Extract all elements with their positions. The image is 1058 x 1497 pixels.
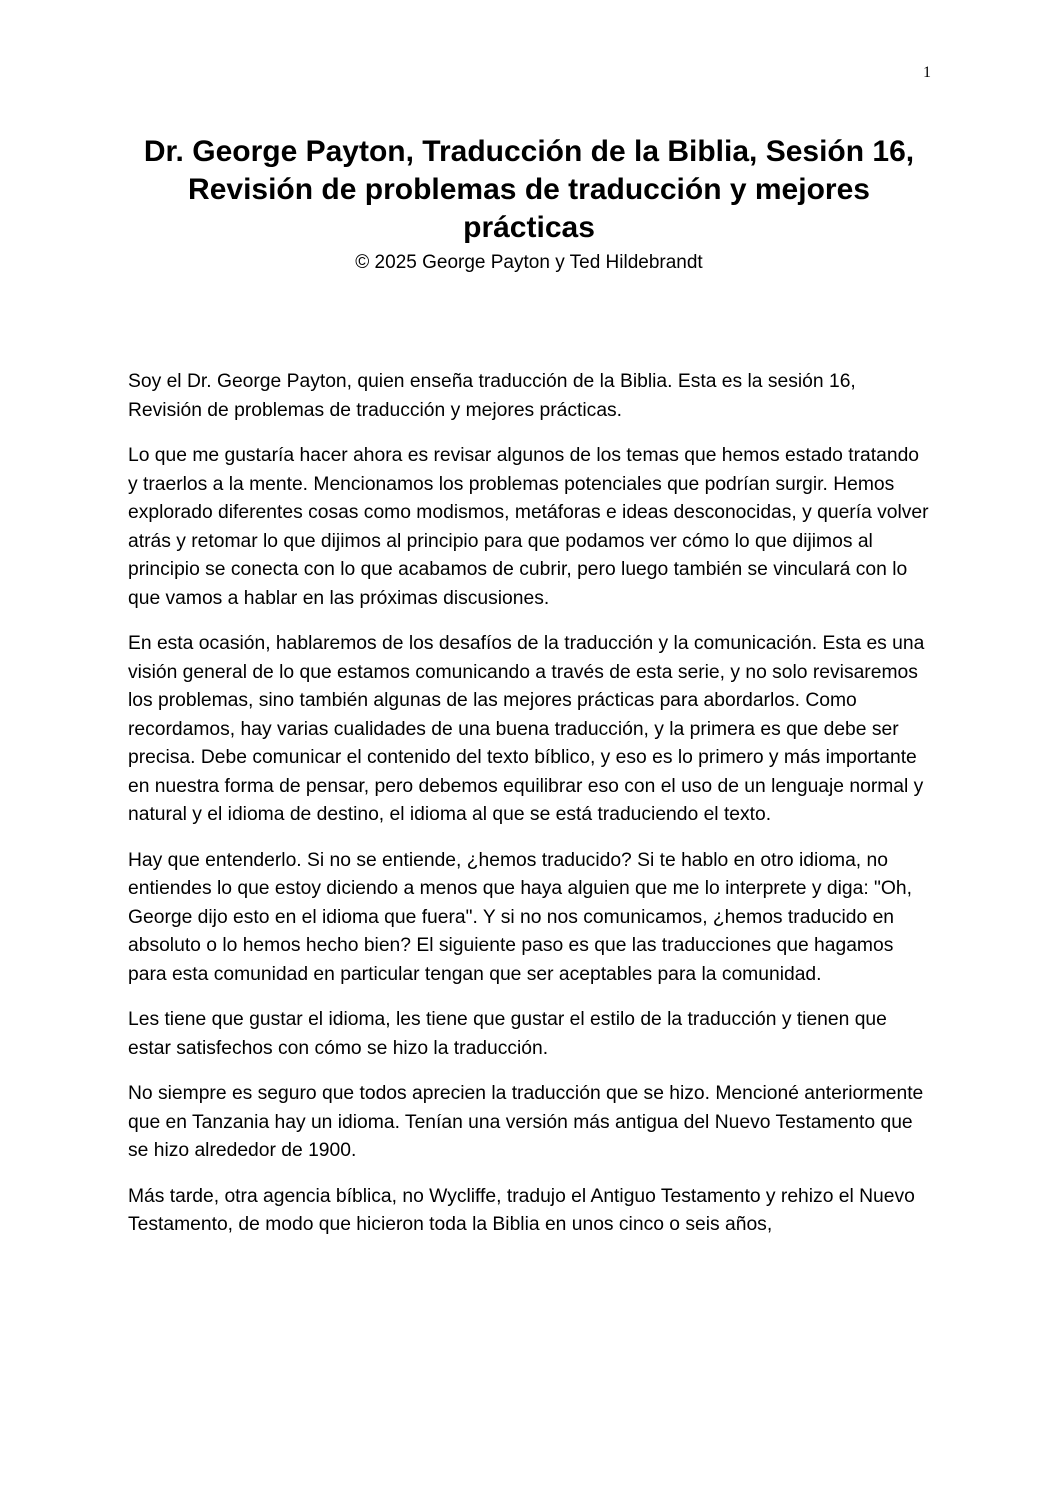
paragraph: En esta ocasión, hablaremos de los desafíos de la traducción y la comunicación. Esta es una visión general de lo que estamos comunicando a través de esta serie, y no solo revisaremos los problemas, sino también algunas de las mejores prácticas para abordarlos. Como recordamos, hay varias cualidades de una buena traducción, y la primera es que debe ser precisa. Debe comunicar el contenido del texto bíblico, y eso es lo primero y más importante en nuestra forma de pensar, pero debemos equilibrar eso con el uso de un lenguaje normal y natural y el idioma de destino, el idioma al que se está traduciendo el texto. bbox=[128, 633, 925, 825]
document-body bbox=[128, 368, 930, 1257]
page-number: 1 bbox=[923, 64, 931, 81]
paragraph: Soy el Dr. George Payton, quien enseña traducción de la Biblia. Esta es la sesión 16, Revisión de problemas de traducción y mejores prácticas. bbox=[128, 371, 856, 421]
title-line-2: Revisión de problemas de traducción y mejores prácticas bbox=[188, 173, 870, 244]
document-header bbox=[128, 133, 930, 275]
title-line-1: Dr. George Payton, Traducción de la Biblia, Sesión 16, bbox=[143, 135, 915, 168]
copyright-notice: © 2025 George Payton y Ted Hildebrandt bbox=[355, 252, 703, 273]
paragraph: Les tiene que gustar el idioma, les tiene que gustar el estilo de la traducción y tienen que estar satisfechos con cómo se hizo la traducción. bbox=[128, 1009, 887, 1059]
document-title bbox=[128, 133, 930, 247]
paragraph: Lo que me gustaría hacer ahora es revisar algunos de los temas que hemos estado tratando y traerlos a la mente. Mencionamos los problemas potenciales que podrían surgir. Hemos explorado diferentes cosas como modismos, metáforas e ideas desconocidas, y quería volver atrás y retomar lo que dijimos al principio para que podamos ver cómo lo que dijimos al principio se conecta con lo que acabamos de cubrir, pero luego también se vinculará con lo que vamos a hablar en las próximas discusiones. bbox=[128, 445, 929, 609]
paragraph: Más tarde, otra agencia bíblica, no Wycliffe, tradujo el Antiguo Testamento y rehizo el Nuevo Testamento, de modo que hicieron toda la Biblia en unos cinco o seis años, bbox=[128, 1185, 915, 1235]
paragraph: Hay que entenderlo. Si no se entiende, ¿hemos traducido? Si te hablo en otro idioma, no entiendes lo que estoy diciendo a menos que haya alguien que me lo interprete y diga: "Oh, George dijo esto en el idioma que fuera". Y si no nos comunicamos, ¿hemos traducido en absoluto o lo hemos hecho bien? El siguiente paso es que las traducciones que hagamos para esta comunidad en particular tengan que ser aceptables para la comunidad. bbox=[128, 849, 912, 985]
paragraph: No siempre es seguro que todos aprecien la traducción que se hizo. Mencioné anteriormente que en Tanzania hay un idioma. Tenían una versión más antigua del Nuevo Testamento que se hizo alrededor de 1900. bbox=[128, 1083, 924, 1161]
